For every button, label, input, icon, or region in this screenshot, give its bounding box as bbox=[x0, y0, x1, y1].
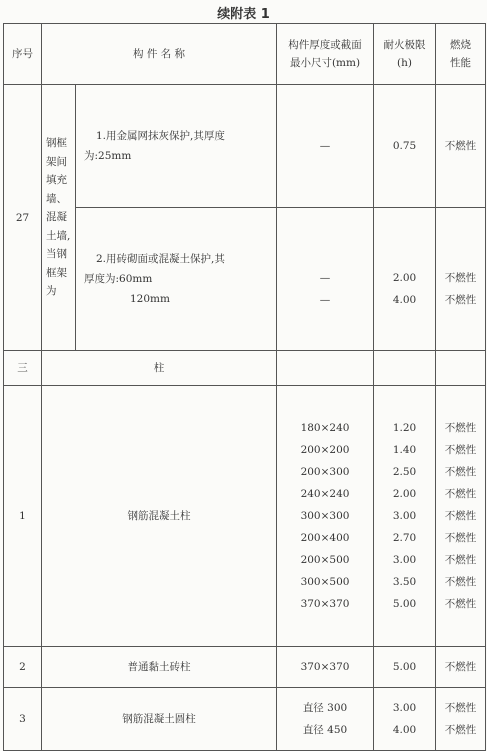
header-thickness-line2: 最小尺寸(mm) bbox=[289, 57, 361, 69]
comb-value: 不燃性 bbox=[444, 724, 477, 736]
row3-sizes bbox=[277, 688, 374, 751]
desc-line: 2.用砖砌面或混凝土保护,其 bbox=[96, 253, 225, 265]
section-name: 柱 bbox=[42, 351, 277, 386]
desc-line: 为:25mm bbox=[84, 150, 132, 162]
comb-value: 不燃性 bbox=[444, 532, 477, 544]
section-row-columns bbox=[4, 351, 486, 386]
table-row-27a bbox=[4, 85, 486, 208]
fire-value: 3.00 bbox=[392, 702, 417, 714]
header-row bbox=[4, 24, 486, 85]
fire-value: 4.00 bbox=[392, 294, 417, 306]
row2-seq: 2 bbox=[4, 647, 42, 688]
thickness-value: — bbox=[319, 272, 331, 284]
size-value: 直径 300 bbox=[302, 702, 348, 714]
row27-sub1-desc bbox=[76, 85, 277, 208]
category-line: 钢框 bbox=[46, 137, 67, 150]
row27-seq: 27 bbox=[4, 85, 42, 351]
row1-fire bbox=[374, 386, 436, 647]
row3-comb bbox=[436, 688, 486, 751]
header-name: 构 件 名 称 bbox=[42, 24, 277, 85]
table-row-1 bbox=[4, 386, 486, 647]
comb-value: 不燃性 bbox=[444, 702, 477, 714]
table-row-3 bbox=[4, 688, 486, 751]
size-value: 直径 450 bbox=[302, 724, 348, 736]
row1-sizes bbox=[277, 386, 374, 647]
desc-line: 1.用金属网抹灰保护,其厚度 bbox=[96, 130, 225, 142]
fire-value: 3.00 bbox=[392, 554, 417, 566]
fire-value: 5.00 bbox=[392, 598, 417, 610]
section-empty bbox=[374, 351, 436, 386]
fire-value: 2.50 bbox=[392, 466, 417, 478]
header-comb-line2: 性能 bbox=[450, 57, 472, 69]
row27-sub1-fire: 0.75 bbox=[374, 85, 436, 208]
category-line: 框架 bbox=[46, 266, 67, 279]
header-seq: 序号 bbox=[4, 24, 42, 85]
row1-comb bbox=[436, 386, 486, 647]
row3-name: 钢筋混凝土圆柱 bbox=[42, 688, 277, 751]
row27-sub2-desc bbox=[76, 208, 277, 351]
table-row-27b bbox=[4, 208, 486, 351]
row2-comb: 不燃性 bbox=[436, 647, 486, 688]
category-line: 当钢 bbox=[46, 248, 67, 261]
section-empty bbox=[277, 351, 374, 386]
comb-value: 不燃性 bbox=[444, 510, 477, 522]
section-seq: 三 bbox=[4, 351, 42, 386]
comb-value: 不燃性 bbox=[444, 554, 477, 566]
size-value: 180×240 bbox=[300, 422, 350, 434]
header-fire bbox=[374, 24, 436, 85]
header-comb-line1: 燃烧 bbox=[450, 39, 472, 51]
comb-value: 不燃性 bbox=[444, 422, 477, 434]
row3-fire bbox=[374, 688, 436, 751]
row2-size: 370×370 bbox=[277, 647, 374, 688]
size-value: 300×500 bbox=[300, 576, 350, 588]
row27-sub1-comb: 不燃性 bbox=[436, 85, 486, 208]
fire-value: 3.50 bbox=[392, 576, 417, 588]
comb-value: 不燃性 bbox=[444, 294, 477, 306]
header-fire-line2: (h) bbox=[397, 57, 412, 69]
category-line: 墙、 bbox=[46, 192, 67, 205]
fire-value: 2.00 bbox=[392, 272, 417, 284]
size-value: 200×300 bbox=[300, 466, 350, 478]
category-line: 架间 bbox=[46, 155, 67, 168]
size-value: 370×370 bbox=[300, 598, 350, 610]
row2-name: 普通黏土砖柱 bbox=[42, 647, 277, 688]
fire-value: 2.00 bbox=[392, 488, 417, 500]
fire-value: 4.00 bbox=[392, 724, 417, 736]
size-value: 200×400 bbox=[300, 532, 350, 544]
row27-sub2-comb bbox=[436, 208, 486, 351]
comb-value: 不燃性 bbox=[444, 576, 477, 588]
row27-sub2-fire bbox=[374, 208, 436, 351]
category-line: 填充 bbox=[46, 174, 67, 187]
size-value: 200×500 bbox=[300, 554, 350, 566]
header-combustibility bbox=[436, 24, 486, 85]
comb-value: 不燃性 bbox=[444, 466, 477, 478]
category-line: 土墙, bbox=[46, 229, 71, 242]
comb-value: 不燃性 bbox=[444, 272, 477, 284]
header-fire-line1: 耐火极限 bbox=[383, 39, 426, 51]
section-empty bbox=[436, 351, 486, 386]
fire-resistance-table bbox=[3, 23, 486, 751]
header-thickness bbox=[277, 24, 374, 85]
table-title: 续附表 1 bbox=[217, 7, 270, 22]
row27-sub2-thickness bbox=[277, 208, 374, 351]
fire-value: 3.00 bbox=[392, 510, 417, 522]
row1-seq: 1 bbox=[4, 386, 42, 647]
desc-line: 120mm bbox=[130, 293, 170, 305]
size-value: 300×300 bbox=[300, 510, 350, 522]
row27-sub1-thickness: — bbox=[277, 85, 374, 208]
row27-category bbox=[42, 85, 76, 351]
comb-value: 不燃性 bbox=[444, 598, 477, 610]
row3-seq: 3 bbox=[4, 688, 42, 751]
thickness-value: — bbox=[319, 294, 331, 306]
comb-value: 不燃性 bbox=[444, 488, 477, 500]
fire-value: 2.70 bbox=[392, 532, 417, 544]
comb-value: 不燃性 bbox=[444, 444, 477, 456]
size-value: 240×240 bbox=[300, 488, 350, 500]
category-line: 混凝 bbox=[46, 211, 67, 224]
row1-name: 钢筋混凝土柱 bbox=[42, 386, 277, 647]
fire-value: 1.20 bbox=[392, 422, 417, 434]
fire-value: 1.40 bbox=[392, 444, 417, 456]
desc-line: 厚度为:60mm bbox=[84, 273, 153, 285]
size-value: 200×200 bbox=[300, 444, 350, 456]
row2-fire: 5.00 bbox=[374, 647, 436, 688]
category-line: 为 bbox=[46, 285, 57, 298]
table-row-2 bbox=[4, 647, 486, 688]
header-thickness-line1: 构件厚度或截面 bbox=[288, 39, 362, 51]
